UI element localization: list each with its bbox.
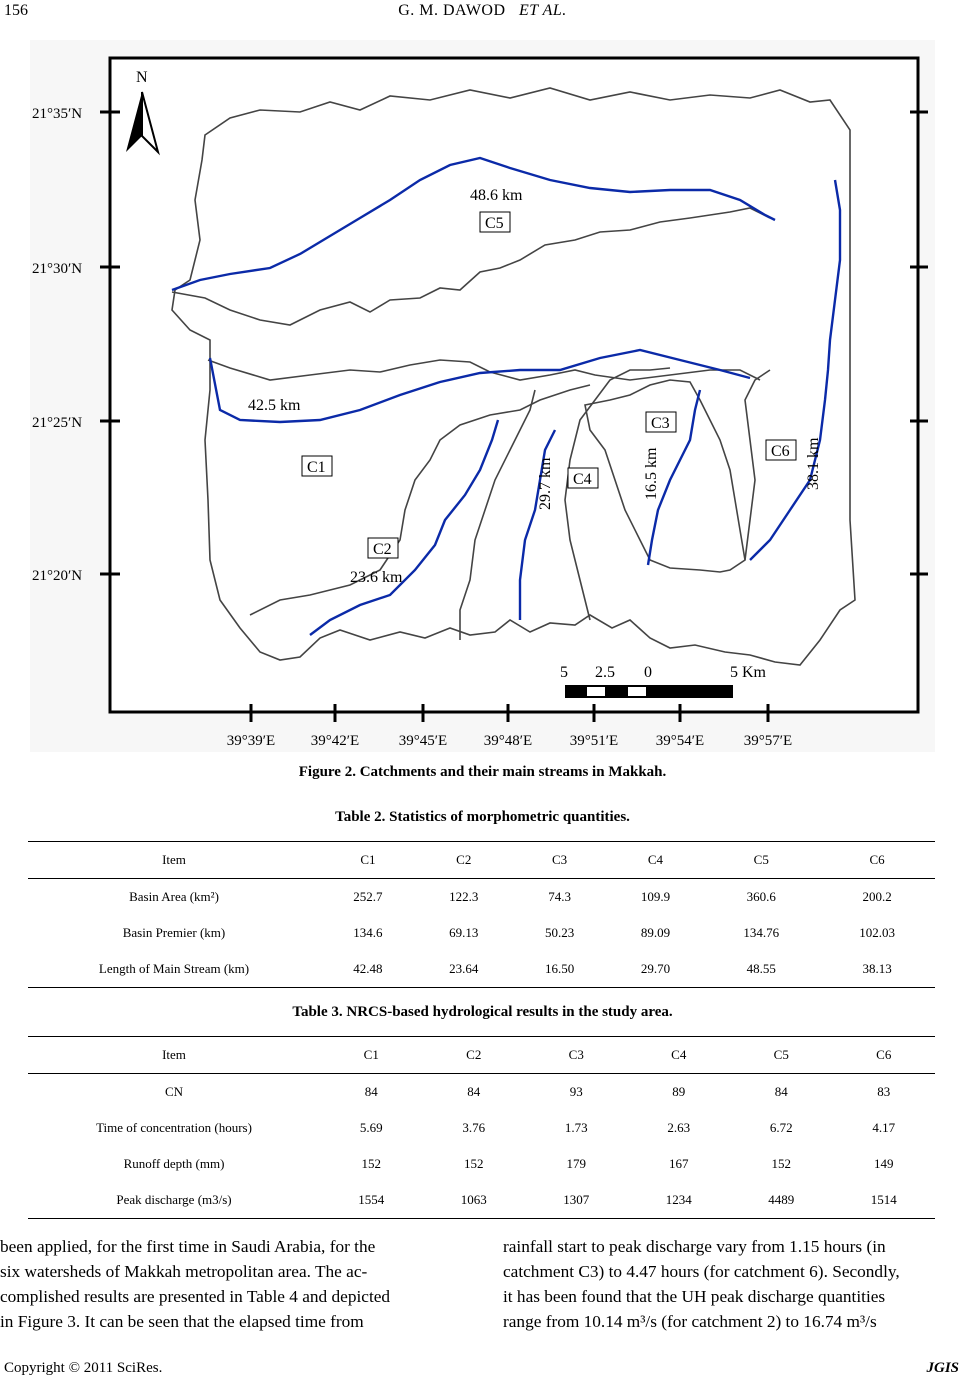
table-row <box>28 879 935 916</box>
scale-label: 5 <box>560 664 568 681</box>
stream-length-c6: 38.1 km <box>805 437 822 490</box>
table-cell: 69.13 <box>449 925 479 940</box>
table-cell: 84 <box>467 1084 481 1099</box>
body-line: been applied, for the first time in Saudi Arabia, for the <box>0 1237 376 1256</box>
table-cell: 38.13 <box>819 951 935 988</box>
table-cell: 167 <box>669 1156 689 1171</box>
lon-label: 39°48′E <box>483 733 533 749</box>
table-cell: 23.64 <box>416 951 512 988</box>
table-header-row <box>28 842 935 879</box>
lat-label: 21°20′N <box>32 568 83 584</box>
stream-length-c3: 16.5 km <box>643 447 660 500</box>
table-header-cell: C4 <box>628 1037 731 1074</box>
body-line: it has been found that the UH peak discharge quantities <box>503 1287 886 1306</box>
table2-caption: Table 2. Statistics of morphometric quantities. <box>335 809 630 825</box>
running-header-etal: ET AL. <box>519 2 567 19</box>
table-header-cell: C6 <box>819 842 935 879</box>
lon-label: 39°51′E <box>569 733 619 749</box>
table-row <box>28 951 935 988</box>
catchment-label-c4: C4 <box>573 471 592 488</box>
table-cell: 1234 <box>628 1182 731 1219</box>
catchment-label-c3: C3 <box>651 415 670 432</box>
table-cell: 4.17 <box>872 1120 896 1135</box>
table-cell: 149 <box>874 1156 894 1171</box>
table-cell: 84 <box>364 1084 378 1099</box>
table3 <box>28 1036 935 1219</box>
table-cell: 4489 <box>730 1182 833 1219</box>
table-cell: 179 <box>566 1156 586 1171</box>
table-cell: 74.3 <box>548 889 571 904</box>
table-cell: 134.6 <box>353 925 383 940</box>
running-header <box>0 2 965 20</box>
table-cell: 29.70 <box>608 951 704 988</box>
table3-caption: Table 3. NRCS-based hydrological results in the study area. <box>292 1004 673 1020</box>
page-number: 156 <box>4 2 28 19</box>
lon-label: 39°45′E <box>398 733 448 749</box>
lon-label: 39°39′E <box>226 733 276 749</box>
table-header-cell: C3 <box>525 1037 628 1074</box>
table-cell: Basin Area (km²) <box>129 889 219 904</box>
table-cell: 1307 <box>525 1182 628 1219</box>
table-header-cell: C5 <box>703 842 819 879</box>
table-cell: 134.76 <box>743 925 780 940</box>
table-cell: CN <box>164 1084 184 1099</box>
table-row <box>28 1146 935 1182</box>
table-row <box>28 915 935 951</box>
lon-label: 39°54′E <box>655 733 705 749</box>
table-header-cell: C1 <box>320 1037 423 1074</box>
body-line: in Figure 3. It can be seen that the elapsed time from <box>0 1312 364 1331</box>
stream-length-c5: 48.6 km <box>470 187 523 204</box>
catchment-label-c5: C5 <box>485 215 504 232</box>
catchment-label-c2: C2 <box>373 541 392 558</box>
lon-label: 39°57′E <box>743 733 793 749</box>
body-line: range from 10.14 m³/s (for catchment 2) to 16.74 m³/s <box>503 1312 877 1331</box>
table-cell: 109.9 <box>640 889 671 904</box>
table-cell: 5.69 <box>359 1120 383 1135</box>
table-header-cell: C5 <box>730 1037 833 1074</box>
table-cell: 200.2 <box>862 889 892 904</box>
scale-label: 0 <box>644 664 652 681</box>
lat-label: 21°30′N <box>32 261 83 277</box>
table-cell: 42.48 <box>320 951 416 988</box>
table-header-cell: C6 <box>833 1037 936 1074</box>
table-cell: Runoff depth (mm) <box>123 1156 225 1171</box>
catchment-map <box>30 40 935 752</box>
table-cell: 16.50 <box>512 951 608 988</box>
table-header-cell: C2 <box>416 842 512 879</box>
table-cell: 93 <box>569 1084 583 1099</box>
catchment-label-c1: C1 <box>307 459 326 476</box>
table-cell: Basin Premier (km) <box>122 925 226 940</box>
table-cell: 84 <box>774 1084 788 1099</box>
table-header-cell: C2 <box>423 1037 526 1074</box>
stream-length-c4: 29.7 km <box>537 457 554 510</box>
stream-length-c2: 23.6 km <box>350 569 403 586</box>
table-cell: 360.6 <box>746 889 776 904</box>
table-row <box>28 1110 935 1146</box>
table-row <box>28 1182 935 1219</box>
table-row <box>28 1074 935 1111</box>
table-cell: 1554 <box>320 1182 423 1219</box>
map-frame <box>110 58 918 712</box>
lat-label: 21°25′N <box>32 415 83 431</box>
table-cell: 2.63 <box>667 1120 691 1135</box>
table-cell: 50.23 <box>544 925 575 940</box>
table-cell: 152 <box>464 1156 484 1171</box>
table-header-cell: C3 <box>512 842 608 879</box>
scale-label: 5 Km <box>730 664 766 681</box>
table-cell: 1063 <box>423 1182 526 1219</box>
table-cell: 89.09 <box>640 925 671 940</box>
body-text-right <box>503 1234 963 1334</box>
table-cell: 89 <box>672 1084 686 1099</box>
journal-name: JGIS <box>926 1360 959 1376</box>
table-cell: Time of concentration (hours) <box>96 1120 252 1135</box>
table-header-cell: Item <box>28 1037 320 1074</box>
table-cell: 102.03 <box>859 925 895 940</box>
table-header-row <box>28 1037 935 1074</box>
body-line: catchment C3) to 4.47 hours (for catchment 6). Secondly, <box>503 1262 900 1281</box>
running-header-authors: G. M. DAWOD <box>398 2 506 19</box>
body-line: complished results are presented in Table 4 and depicted <box>0 1287 391 1306</box>
table-cell: 122.3 <box>449 889 479 904</box>
table-cell: Peak discharge (m3/s) <box>28 1182 320 1219</box>
table-cell: Length of Main Stream (km) <box>28 951 320 988</box>
north-label: N <box>136 69 148 86</box>
catchment-label-c6: C6 <box>771 443 790 460</box>
table-header-cell: Item <box>28 842 320 879</box>
table2 <box>28 841 935 988</box>
table-cell: 1514 <box>833 1182 936 1219</box>
table-cell: 152 <box>771 1156 791 1171</box>
table-cell: 152 <box>361 1156 381 1171</box>
table-cell: 6.72 <box>769 1120 793 1135</box>
body-line: six watersheds of Makkah metropolitan area. The ac- <box>0 1262 368 1281</box>
table-header-cell: C4 <box>608 842 704 879</box>
table-header-cell: C1 <box>320 842 416 879</box>
table-cell: 252.7 <box>353 889 383 904</box>
lat-label: 21°35′N <box>32 106 83 122</box>
table-cell: 48.55 <box>703 951 819 988</box>
table-cell: 3.76 <box>462 1120 486 1135</box>
scale-label: 2.5 <box>595 664 615 681</box>
body-line: rainfall start to peak discharge vary from 1.15 hours (in <box>503 1237 886 1256</box>
table-cell: 83 <box>877 1084 891 1099</box>
table-cell: 1.73 <box>564 1120 588 1135</box>
stream-length-c1: 42.5 km <box>248 397 301 414</box>
body-text-left <box>0 1234 432 1334</box>
copyright: Copyright © 2011 SciRes. <box>4 1360 163 1376</box>
lon-label: 39°42′E <box>310 733 360 749</box>
figure-caption: Figure 2. Catchments and their main streams in Makkah. <box>298 764 667 780</box>
